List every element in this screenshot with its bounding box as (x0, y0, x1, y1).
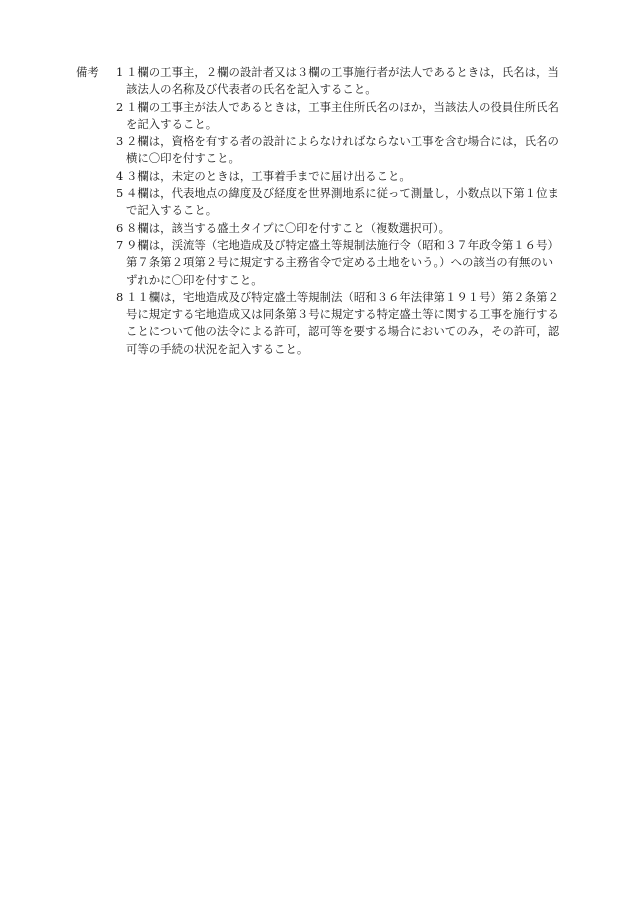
remarks-item (76, 168, 560, 185)
remarks-list (76, 64, 560, 358)
remarks-item (76, 64, 560, 99)
remarks-item-text: ３欄は，未定のときは，工事着手までに届け出ること。 (126, 168, 411, 183)
remarks-item-text: ２欄は，資格を有する者の設計によらなければならない工事を含む場合には，氏名の横に〇印を付すこと。 (126, 134, 559, 166)
remarks-item-number: 3 (116, 134, 124, 149)
remarks-item-number: 4 (116, 168, 124, 183)
remarks-item-text: ４欄は，代表地点の緯度及び経度を世界測地系に従って測量し，小数点以下第１位まで記入すること。 (126, 186, 559, 218)
remarks-item (76, 289, 560, 358)
remarks-section (76, 64, 560, 358)
remarks-item (76, 237, 560, 289)
remarks-item (76, 185, 560, 220)
remarks-item-number: 2 (116, 99, 124, 114)
remarks-item-text: ８欄は，該当する盛土タイプに〇印を付すこと（複数選択可）。 (126, 220, 451, 235)
remarks-item-text: １欄の工事主，２欄の設計者又は３欄の工事施行者が法人であるときは，氏名は，当該法人の名称及び代表者の氏名を記入すること。 (126, 65, 559, 97)
remarks-item-text: １１欄は，宅地造成及び特定盛土等規制法（昭和３６年法律第１９１号）第２条第２号に規定する宅地造成又は同条第３号に規定する特定盛土等に関する工事を施行することについて他の法令による許可，認可等を要する場合においてのみ，その許可，認可等の手続の状況を記入すること。 (126, 289, 560, 356)
remarks-item-number: 6 (116, 220, 124, 235)
remarks-item-text: １欄の工事主が法人であるときは，工事主住所氏名のほか，当該法人の役員住所氏名を記入すること。 (126, 99, 559, 131)
remarks-item-number: 1 (116, 65, 124, 79)
remarks-item-number: 5 (116, 186, 124, 201)
remarks-item-number: 7 (116, 237, 124, 252)
remarks-item-number: 8 (116, 289, 124, 304)
remarks-item-text: ９欄は，渓流等（宅地造成及び特定盛土等規制法施行令（昭和３７年政令第１６号）第７条第２項第２号に規定する主務省令で定める土地をいう。）への該当の有無のいずれかに〇印を付すこと。 (126, 237, 559, 287)
remarks-label: 備考 (76, 65, 99, 79)
remarks-item (76, 220, 560, 237)
remarks-item (76, 99, 560, 134)
remarks-item (76, 133, 560, 168)
